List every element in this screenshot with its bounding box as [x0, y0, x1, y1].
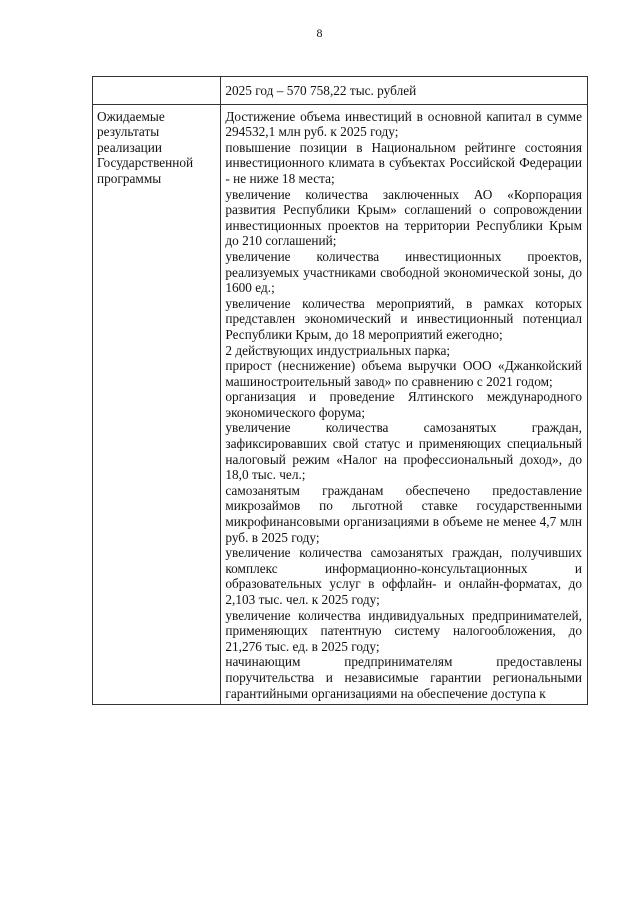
result-item: прирост (неснижение) объема выручки ООО «Джанкойский машиностроительный завод» по сравнению с 2021 годом; [225, 358, 582, 389]
page-number: 8 [316, 26, 323, 40]
expected-results-label-cell [93, 104, 221, 705]
result-item: повышение позиции в Национальном рейтинге состояния инвестиционного климата в субъектах Российской Федерации - не ниже 18 места; [225, 139, 582, 186]
funding-row [93, 77, 588, 105]
expected-results-label: Ожидаемые результаты реализации Государственной программы [97, 108, 194, 186]
funding-row-label-cell [93, 77, 221, 105]
result-item: начинающим предпринимателям предоставлены поручительства и независимые гарантии региональными гарантийными организациями на обеспечение доступа к [225, 654, 582, 701]
result-item: самозанятым гражданам обеспечено предоставление микрозаймов по льготной ставке государственными микрофинансовыми организациями в объеме не менее 4,7 млн руб. в 2025 году; [225, 482, 582, 545]
result-item: Достижение объема инвестиций в основной капитал в сумме 294532,1 млн руб. к 2025 году; [225, 108, 582, 140]
funding-row-value-cell [221, 77, 588, 105]
result-item: увеличение количества мероприятий, в рамках которых представлен экономический и инвестиционный потенциал Республики Крым, до 18 мероприятий ежегодно; [225, 295, 582, 342]
funding-2025-text: 2025 год – 570 758,22 тыс. рублей [225, 83, 417, 98]
result-item: организация и проведение Ялтинского международного экономического форума; [225, 389, 582, 420]
result-item: увеличение количества заключенных АО «Корпорация развития Республики Крым» соглашений о сопровождении инвестиционных проектов на территории Республики Крым до 210 соглашений; [225, 186, 582, 249]
result-item: увеличение количества индивидуальных предпринимателей, применяющих патентную систему налогообложения, до 21,276 тыс. ед. в 2025 году; [225, 607, 582, 654]
expected-results-list-cell [221, 104, 588, 705]
result-item: 2 действующих индустриальных парка; [225, 342, 451, 358]
result-item: увеличение количества самозанятых граждан, получивших комплекс информационно-консультационных и образовательных услуг в оффлайн- и онлайн-форматах, до 2,103 тыс. чел. к 2025 году; [225, 545, 582, 607]
program-passport-table [92, 76, 588, 705]
result-item: увеличение количества инвестиционных проектов, реализуемых участниками свободной экономической зоны, до 1600 ед.; [225, 248, 582, 296]
result-item: увеличение количества самозанятых граждан, зафиксировавших свой статус и применяющих специальный налоговый режим «Налог на профессиональный доход», до 18,0 тыс. чел.; [225, 420, 582, 483]
expected-results-row [93, 104, 588, 705]
